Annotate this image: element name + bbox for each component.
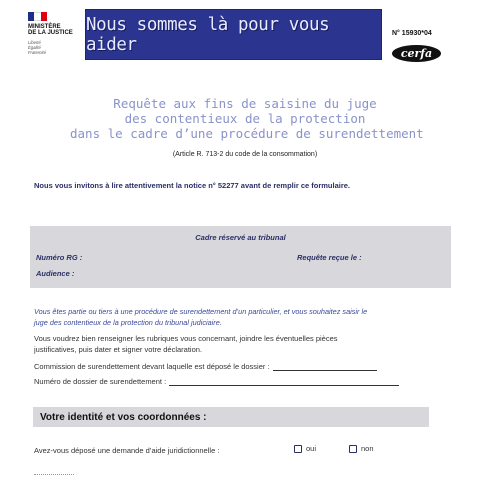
header-banner <box>85 9 382 60</box>
french-flag-icon <box>28 12 47 21</box>
cerfa-number: N° 15930*04 <box>392 30 432 37</box>
numero-rg-label: Numéro RG : <box>36 253 83 262</box>
reserved-box-title: Cadre réservé au tribunal <box>195 233 286 242</box>
cerfa-logo: cerfa <box>392 45 441 62</box>
commission-field[interactable] <box>273 362 377 371</box>
dossier-row <box>34 377 399 386</box>
intro-text: Vous êtes partie ou tiers à une procédure de surendettement d’un particulier, et vous souhaitez saisir le juge des contentieux de la protection du tribunal judiciaire. <box>34 307 368 327</box>
ministry-name: MINISTÈRE DE LA JUSTICE <box>28 24 73 37</box>
notice-invitation: Nous vous invitons à lire attentivement la notice n° 52277 avant de remplir ce formulaire. <box>34 181 351 190</box>
commission-label: Commission de surendettement devant laquelle est déposé le dossier : <box>34 362 270 371</box>
aid-option-no[interactable]: non <box>349 444 374 453</box>
form-title: Requête aux fins de saisine du juge des contentieux de la protection dans le cadre d’une procédure de surendettement <box>70 96 424 141</box>
aid-option-yes[interactable]: oui <box>294 444 316 453</box>
checkbox-yes[interactable] <box>294 445 302 453</box>
article-reference: (Article R. 713-2 du code de la consommation) <box>172 151 318 158</box>
audience-label: Audience : <box>36 269 75 278</box>
checkbox-no[interactable] <box>349 445 357 453</box>
tribunal-reserved-box <box>30 226 451 288</box>
banner-text: Nous sommes là pour vous aider <box>86 14 330 55</box>
dossier-number-field[interactable] <box>169 377 399 386</box>
aid-question: Avez-vous déposé une demande d’aide juridictionnelle : <box>34 446 220 455</box>
commission-row <box>34 362 377 371</box>
dossier-label: Numéro de dossier de surendettement : <box>34 377 167 386</box>
section-title: Votre identité et vos coordonnées : <box>40 411 207 423</box>
ministry-logo <box>28 12 80 62</box>
requete-recue-label: Requête reçue le : <box>297 253 362 262</box>
instructions-text: Vous voudrez bien renseigner les rubriques vous concernant, joindre les éventuelles pièces justificatives, puis dater et signer votre déclaration. <box>34 334 338 354</box>
identity-section-header <box>33 407 429 427</box>
republic-motto: Liberté Égalité Fraternité <box>28 39 46 55</box>
